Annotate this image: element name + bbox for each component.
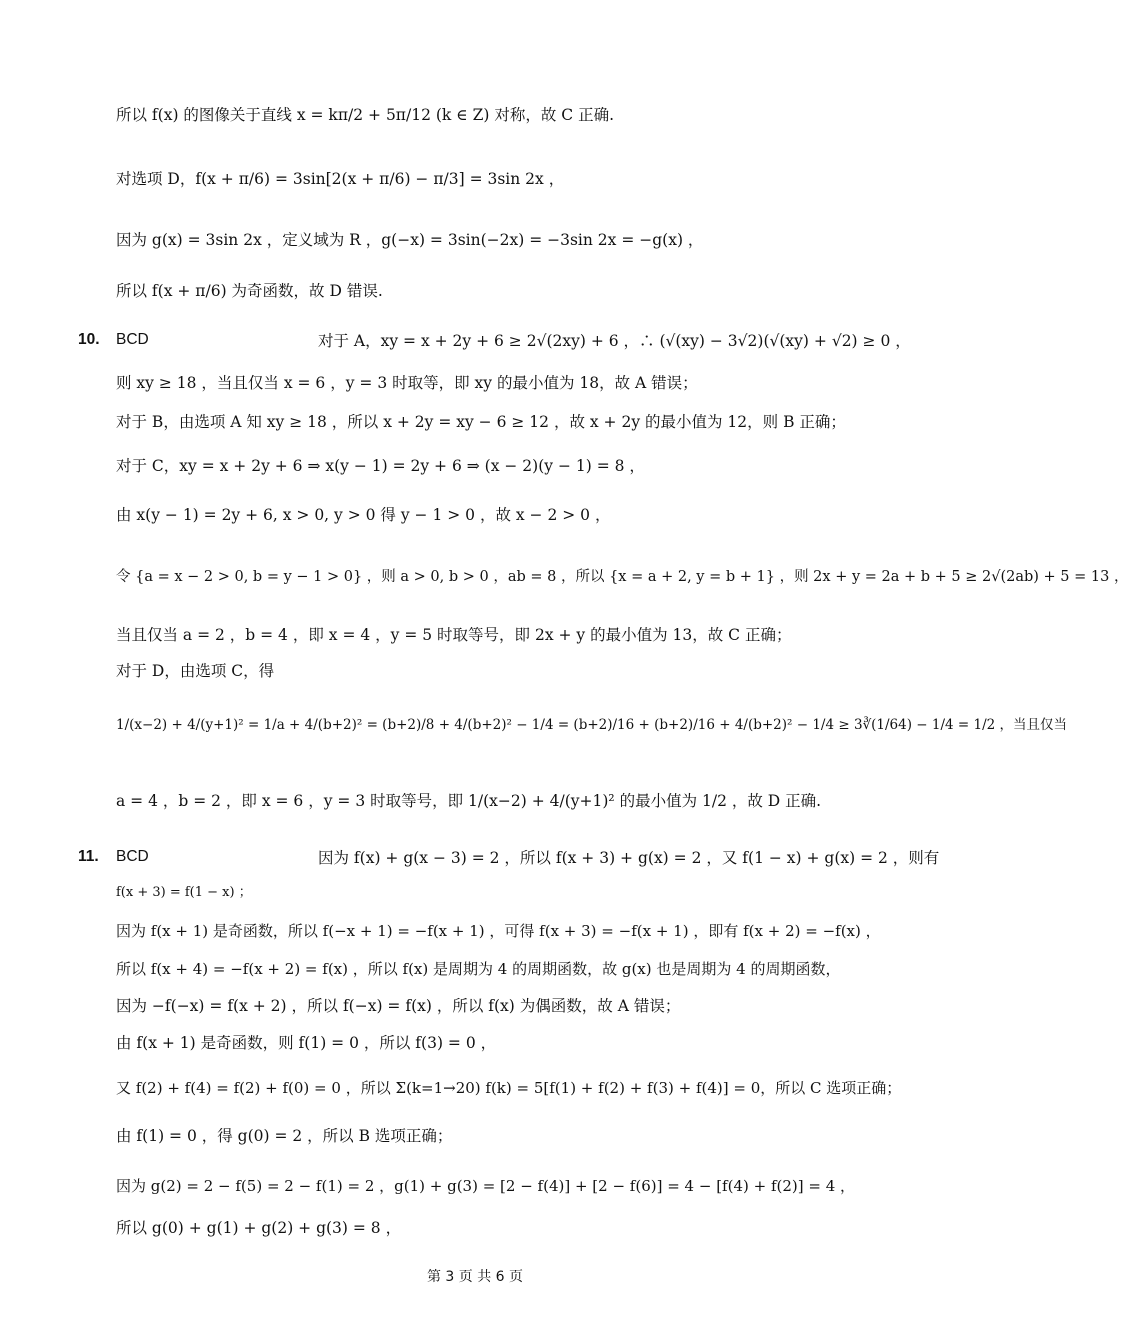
q11-line-7: 又 f(2) + f(4) = f(2) + f(0) = 0 ，所以 Σ(k=1→20) f(k) = 5[f(1) + f(2) + f(3) + f(4)] = 0，所以 C 选项正确； xyxy=(116,1079,902,1097)
q10-line-6: 令 {a = x − 2 > 0, b = y − 1 > 0} ，则 a > 0, b > 0 ，ab = 8 ，所以 {x = a + 2, y = b + 1} ，则 2x + y = 2a + b + 5 ≥ 2√(2ab) + 5 = 13 ， xyxy=(116,569,1128,585)
q10-line-8: 对于 D，由选项 C，得 xyxy=(116,662,275,680)
q9-line-2: 对选项 D，f(x + π/6) = 3sin[2(x + π/6) − π/3] = 3sin 2x ， xyxy=(116,170,565,188)
q11-line-8: 由 f(1) = 0 ，得 g(0) = 2 ，所以 B 选项正确； xyxy=(116,1127,453,1145)
q9-line-3: 因为 g(x) = 3sin 2x ，定义域为 R ，g(−x) = 3sin(−2x) = −3sin 2x = −g(x) ， xyxy=(116,231,704,249)
q10-line-5: 由 x(y − 1) = 2y + 6, x > 0, y > 0 得 y − 1 > 0 ，故 x − 2 > 0 ， xyxy=(116,506,611,524)
q10-line-7: 当且仅当 a = 2 ，b = 4 ，即 x = 4 ，y = 5 时取等号，即 2x + y 的最小值为 13，故 C 正确； xyxy=(116,626,792,644)
q11-line-6: 由 f(x + 1) 是奇函数，则 f(1) = 0 ，所以 f(3) = 0 ， xyxy=(116,1034,497,1052)
page-footer: 第 3 页 共 6 页 xyxy=(426,1269,524,1285)
q11-answer: BCD xyxy=(116,848,149,865)
q11-line-1: 因为 f(x) + g(x − 3) = 2 ，所以 f(x + 3) + g(x) = 2 ，又 f(1 − x) + g(x) = 2 ，则有 xyxy=(318,849,940,867)
q11-line-2: f(x + 3) = f(1 − x) ； xyxy=(116,885,252,900)
q10-line-2: 则 xy ≥ 18 ，当且仅当 x = 6 ，y = 3 时取等，即 xy 的最小值为 18，故 A 错误； xyxy=(116,374,698,392)
q10-line-4: 对于 C，xy = x + 2y + 6 ⇒ x(y − 1) = 2y + 6 ⇒ (x − 2)(y − 1) = 8 ， xyxy=(116,457,645,475)
q11-number: 11. xyxy=(78,848,99,865)
q11-line-3: 因为 f(x + 1) 是奇函数，所以 f(−x + 1) = −f(x + 1) ，可得 f(x + 3) = −f(x + 1) ，即有 f(x + 2) = −f(x) ， xyxy=(116,922,881,940)
q10-number: 10. xyxy=(78,331,100,348)
q11-line-9: 因为 g(2) = 2 − f(5) = 2 − f(1) = 2 ，g(1) + g(3) = [2 − f(4)] + [2 − f(6)] = 4 − [f(4) + f(2)] = 4 ， xyxy=(116,1177,856,1195)
q10-answer: BCD xyxy=(116,331,149,348)
q9-line-1: 所以 f(x) 的图像关于直线 x = kπ/2 + 5π/12 (k ∈ Z) 对称，故 C 正确. xyxy=(116,106,615,124)
q11-line-4: 所以 f(x + 4) = −f(x + 2) = f(x) ，所以 f(x) 是周期为 4 的周期函数，故 g(x) 也是周期为 4 的周期函数， xyxy=(116,960,841,978)
q9-line-4: 所以 f(x + π/6) 为奇函数，故 D 错误. xyxy=(116,282,383,300)
q10-line-1: 对于 A，xy = x + 2y + 6 ≥ 2√(2xy) + 6 ，∴ (√(xy) − 3√2)(√(xy) + √2) ≥ 0 ， xyxy=(318,332,911,350)
q11-line-5: 因为 −f(−x) = f(x + 2) ，所以 f(−x) = f(x) ，所以 f(x) 为偶函数，故 A 错误； xyxy=(116,997,681,1015)
q10-line-3: 对于 B，由选项 A 知 xy ≥ 18 ，所以 x + 2y = xy − 6 ≥ 12 ，故 x + 2y 的最小值为 12，则 B 正确； xyxy=(116,413,846,431)
q10-line-10: a = 4 ，b = 2 ，即 x = 6 ，y = 3 时取等号，即 1/(x−2) + 4/(y+1)² 的最小值为 1/2 ，故 D 正确. xyxy=(116,792,822,810)
q11-line-10: 所以 g(0) + g(1) + g(2) + g(3) = 8 ， xyxy=(116,1219,402,1237)
q10-line-9: 1/(x−2) + 4/(y+1)² = 1/a + 4/(b+2)² = (b+2)/8 + 4/(b+2)² − 1/4 = (b+2)/16 + (b+2)/16 + 4/(b+2)² − 1/4 ≥ 3∛(1/64) − 1/4 = 1/2 ，当且仅当 xyxy=(116,717,1068,733)
